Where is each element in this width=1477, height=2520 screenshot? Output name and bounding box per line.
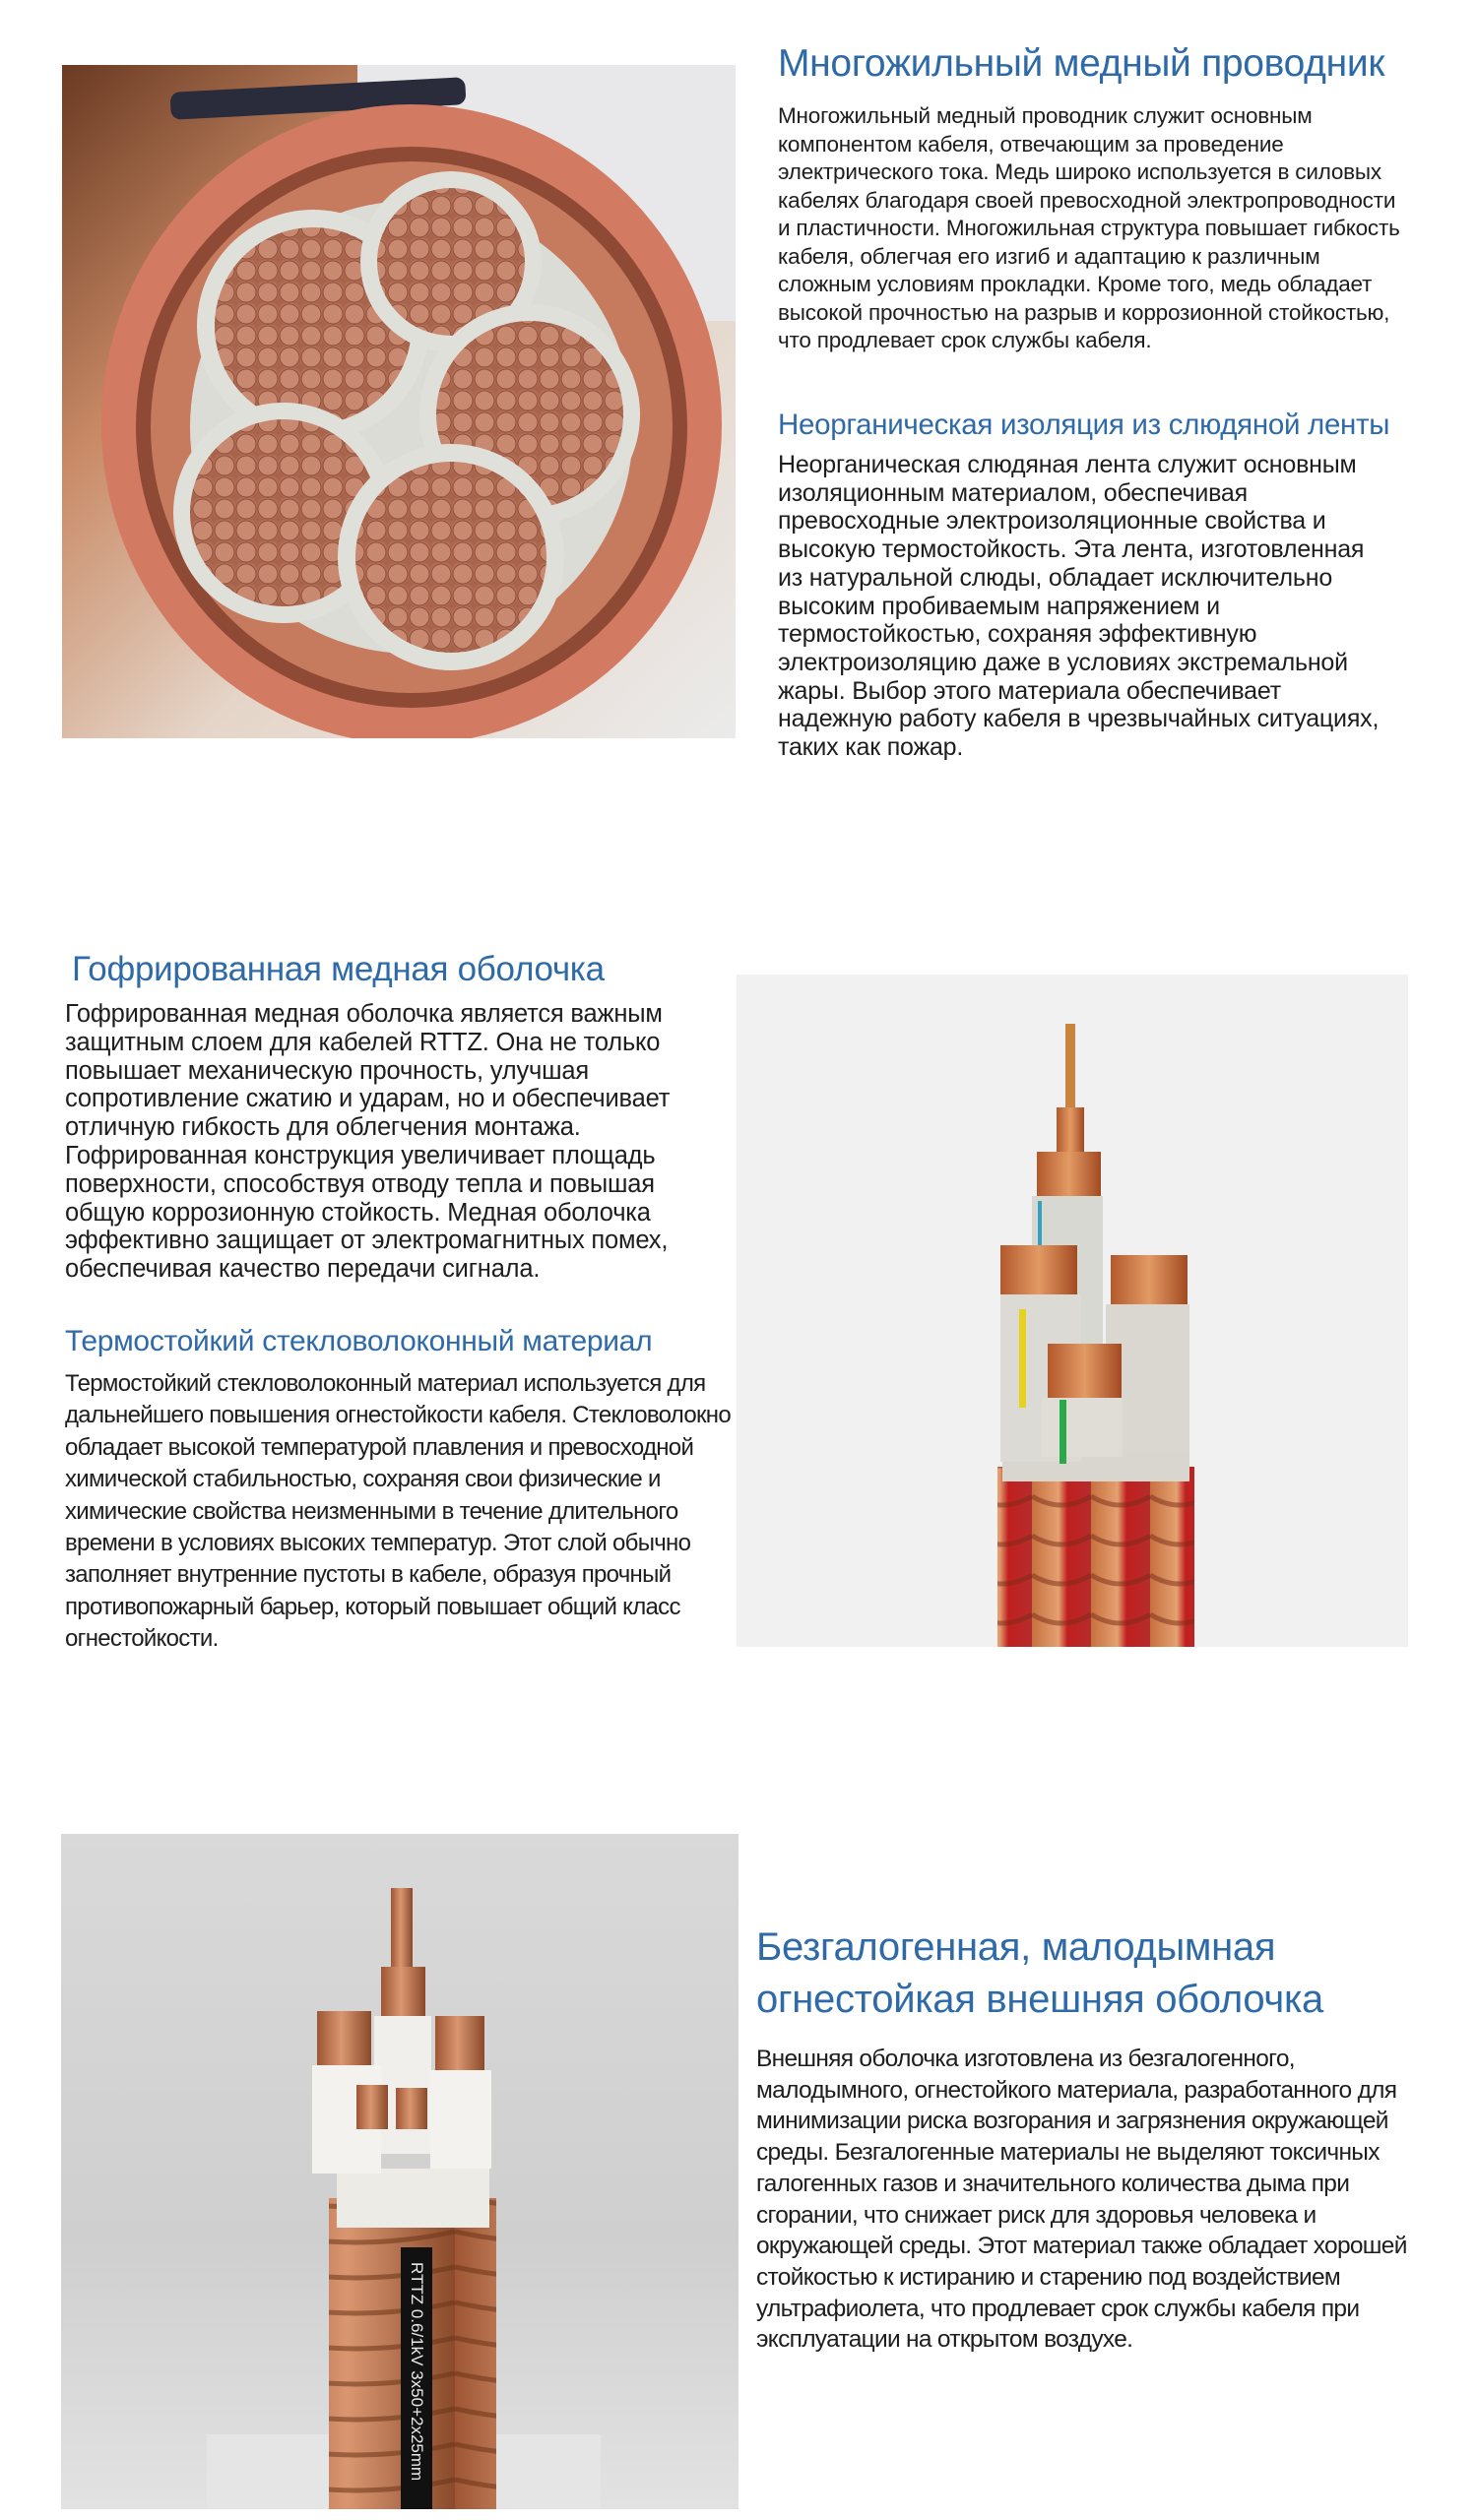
section-title-outer-sheath: Безгалогенная, малодымная огнестойкая внешняя оболочка xyxy=(756,1925,1323,2021)
section-title-corrugated-sheath: Гофрированная медная оболочка xyxy=(72,950,605,988)
rttz-cable-photo xyxy=(61,1834,738,2509)
section-body-conductor: Многожильный медный проводник служит основным компонентом кабеля, отвечающим за проведение электрического тока. Медь широко используется в силовых кабелях благодаря своей превосходной электропроводности и пластичности. Многожильная структура повышает гибкость кабеля, облегчая его изгиб и адаптацию к различным сложным условиям прокладки. Кроме того, медь обладает высокой прочностью на разрыв и коррозионной стойкостью, что продлевает срок службы кабеля. xyxy=(778,103,1400,352)
section-body-outer-sheath: Внешняя оболочка изготовлена из безгалогенного, малодымного, огнестойкого материала, разработанного для минимизации риска возгорания и загрязнения окружающей среды. Безгалогенные материалы не выделяют токсичных галогенных газов и значительного количества дыма при сгорании, что снижает риск для здоровья человека и окружающей среды. Этот материал также обладает хорошей стойкостью к истиранию и старению под воздействием ультрафиолета, что продлевает срок службы кабеля при эксплуатации на открытом воздухе. xyxy=(756,2046,1407,2354)
cable-cross-section-photo xyxy=(62,65,736,738)
section-title-conductor: Многожильный медный проводник xyxy=(778,42,1385,85)
section-body-fiberglass: Термостойкий стекловолоконный материал используется для дальнейшего повышения огнестойкости кабеля. Стекловолокно обладает высокой температурой плавления и превосходной химической стабильностью, сохраняя свои физические и химические свойства неизменными в течение длительного времени в условиях высоких температур. Этот слой обычно заполняет внутренние пустоты в кабеле, образуя прочный противопожарный барьер, который повышает общий класс огнестойкости. xyxy=(65,1370,731,1653)
section-body-corrugated-sheath: Гофрированная медная оболочка является важным защитным слоем для кабелей RTTZ. Она не только повышает механическую прочность, улучшая сопротивление сжатию и ударам, но и обеспечивает отличную гибкость для облегчения монтажа. Гофрированная конструкция увеличивает площадь поверхности, способствуя отводу тепла и повышая общую коррозионную стойкость. Медная оболочка эффективно защищает от электромагнитных помех, обеспечивая качество передачи сигнала. xyxy=(65,1000,671,1284)
cable-cores-photo xyxy=(737,975,1408,1647)
cable-marking-label: RTTZ 0.6/1kV 3x50+2x25mm xyxy=(408,2262,426,2482)
section-title-mica-insulation: Неорганическая изоляция из слюдяной ленты xyxy=(778,409,1390,441)
section-title-fiberglass: Термостойкий стекловолоконный материал xyxy=(65,1325,653,1357)
section-body-mica-insulation: Неорганическая слюдяная лента служит основным изоляционным материалом, обеспечивая превосходные электроизоляционные свойства и высокую термостойкость. Эта лента, изготовленная из натуральной слюды, обладает исключительно высоким пробиваемым напряжением и термостойкостью, сохраняя эффективную электроизоляцию даже в условиях экстремальной жары. Выбор этого материала обеспечивает надежную работу кабеля в чрезвычайных ситуациях, таких как пожар. xyxy=(778,451,1380,762)
